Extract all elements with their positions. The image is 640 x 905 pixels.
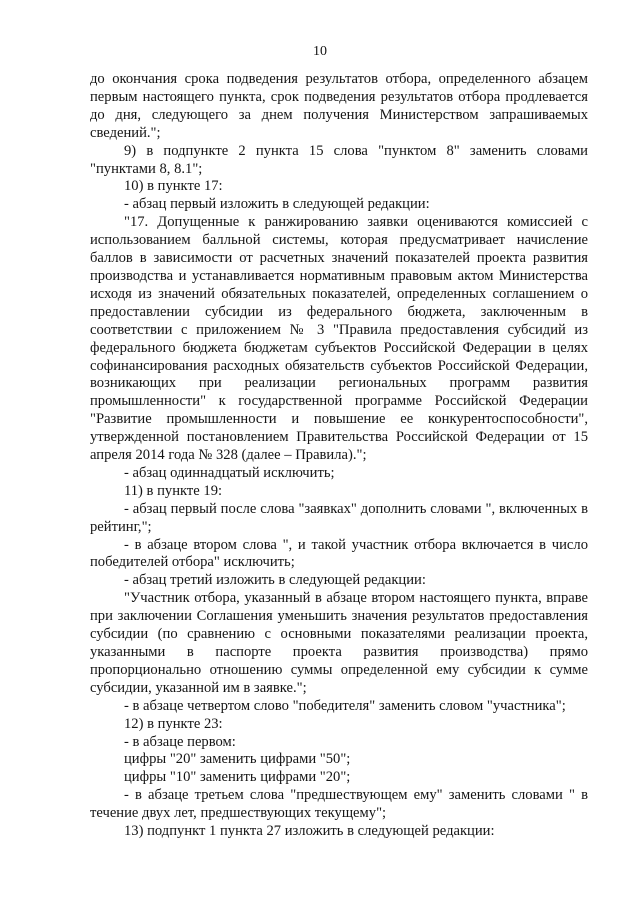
paragraph: "Участник отбора, указанный в абзаце втором настоящего пункта, вправе при заключении Соглашения уменьшить значения результатов предоставления субсидии (по сравнению с основными показателями реализации проекта, указанными в паспорте проекта развития производства) прямо пропорционально отношению суммы определенной ему субсидии к сумме субсидии, указанной им в заявке."; [90,590,588,696]
paragraph: - в абзаце первом: [124,733,236,750]
paragraph: 10) в пункте 17: [124,178,223,195]
paragraph: - абзац первый после слова "заявках" дополнить словами ", включенных в рейтинг,"; [90,500,588,535]
page-number: 10 [313,44,327,59]
paragraph: - абзац первый изложить в следующей редакции: [124,196,430,213]
document-body [90,71,588,841]
paragraph: 9) в подпункте 2 пункта 15 слова "пунктом 8" заменить словами "пунктами 8, 8.1"; [90,142,588,177]
paragraph: - в абзаце четвертом слово "победителя" заменить словом "участника"; [124,697,566,714]
paragraph: - абзац одиннадцатый исключить; [124,464,335,481]
paragraph: цифры "20" заменить цифрами "50"; [124,751,351,768]
paragraph: 11) в пункте 19: [124,482,223,499]
paragraph: 13) подпункт 1 пункта 27 изложить в следующей редакции: [124,823,495,840]
paragraph: - в абзаце втором слова ", и такой участник отбора включается в число победителей отбора" исключить; [90,536,588,571]
paragraph: - абзац третий изложить в следующей редакции: [124,572,426,589]
paragraph: до окончания срока подведения результатов отбора, определенного абзацем первым настоящего пункта, срок подведения результатов отбора продлевается до дня, следующего за днем получения Министерством запрашиваемых сведений."; [90,71,588,141]
paragraph: - в абзаце третьем слова "предшествующем ему" заменить словами " в течение двух лет, предшествующих текущему"; [90,787,588,822]
paragraph: цифры "10" заменить цифрами "20"; [124,769,351,786]
paragraph: "17. Допущенные к ранжированию заявки оцениваются комиссией с использованием балльной системы, которая предусматривает начисление баллов в зависимости от расчетных значений показателей проекта развития производства и устанавливается нормативным правовым актом Министерства исходя из значений обязательных показателей, определенных соглашением о предоставлении субсидии из федерального бюджета, заключенным в соответствии с приложением № 3 "Правила предоставления субсидий из федерального бюджета бюджетам субъектов Российской Федерации в целях софинансирования расходных обязательств субъектов Российской Федерации, возникающих при реализации региональных программ развития промышленности" к государственной программе Российской Федерации "Развитие промышленности и повышение ее конкурентоспособности", утвержденной постановлением Правительства Российской Федерации от 15 апреля 2014 года № 328 (далее – Правила)."; [90,214,588,464]
paragraph: 12) в пункте 23: [124,715,223,732]
